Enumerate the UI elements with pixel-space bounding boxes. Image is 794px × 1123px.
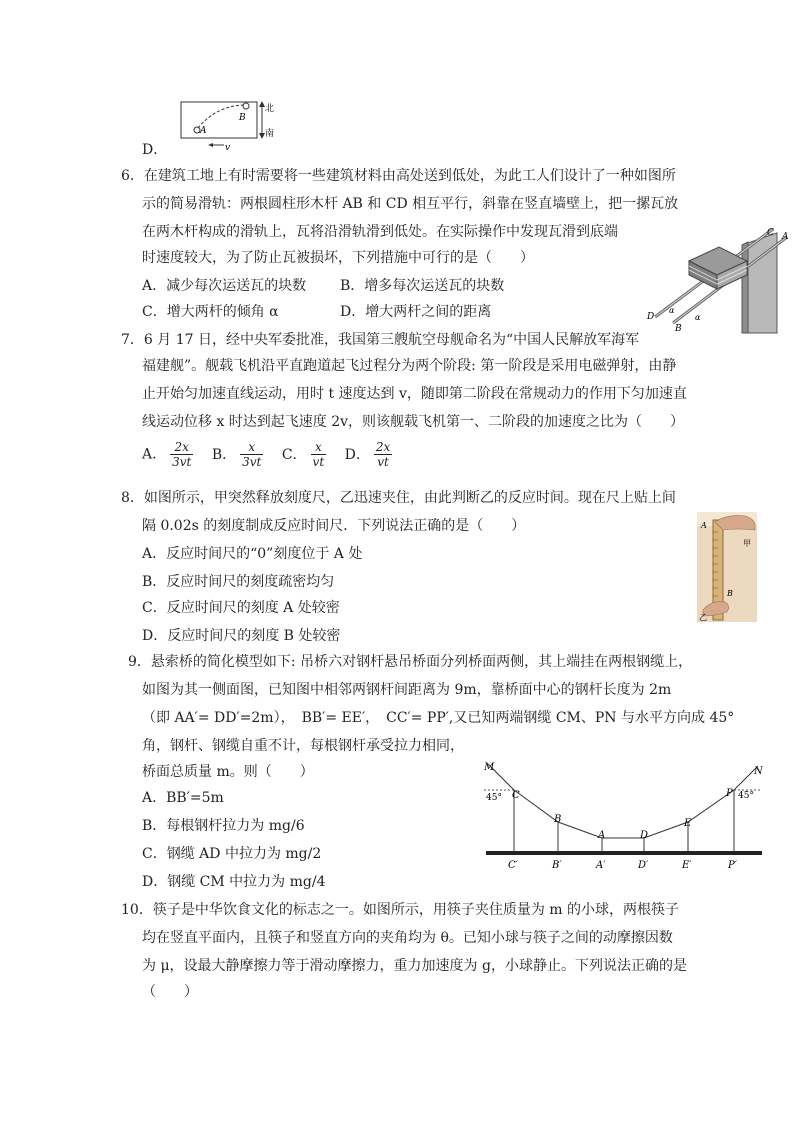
rail-c-label: C [767, 228, 774, 238]
q9-line-3: （即 AA′= DD′=2m）， BB′= EE′， CC′= PP′,又已知两端钢缆 CM、PN 与水平方向成 45° [142, 710, 735, 726]
q7-option-d-fraction [374, 440, 392, 469]
bridge-e1-label: E′ [682, 860, 692, 871]
q8-line-2: 隔 0.02s 的刻度制成反应时间尺．下列说法正确的是（ ） [142, 518, 526, 534]
rail-alpha-1-label: α [669, 306, 675, 315]
ruler-yi-label: 乙 [699, 613, 707, 622]
bridge-p-label: P [726, 788, 733, 799]
q10-line-1: 10．筷子是中华饮食文化的标志之一。如图所示，用筷子夹住质量为 m 的小球，两根筷子 [121, 902, 679, 918]
ruler-b-label: B [727, 589, 733, 598]
q9-line-1: 9．悬索桥的简化模型如下: 吊桥六对钢杆悬吊桥面分列桥面两侧，其上端挂在两根钢缆上， [128, 654, 693, 670]
bridge-c1-label: C′ [508, 860, 518, 871]
q7-line-3: 止开始匀加速直线运动，用时 t 速度达到 v，随即第二阶段在常规动力的作用下匀加速直 [142, 386, 687, 402]
q10-line-4: （ ） [142, 984, 198, 1000]
q7-line-1: 7．6 月 17 日，经中央军委批准，我国第三艘航空母舰命名为“中国人民解放军海军 [121, 332, 640, 348]
bridge-b1-label: B′ [552, 860, 562, 871]
rail-d-label: D [647, 312, 655, 322]
q9-option-b: B．每根钢杆拉力为 mg/6 [142, 818, 305, 834]
velocity-label: v [225, 143, 231, 153]
ruler-jia-label: 甲 [743, 539, 751, 548]
q8-option-b: B．反应时间尺的刻度疏密均匀 [142, 574, 335, 590]
q6-option-a: A．减少每次运送瓦的块数 [142, 278, 307, 294]
rail-a-label: A [782, 232, 789, 242]
ruler-a-label: A [701, 521, 707, 530]
q6-option-c: C．增大两杆的倾角 α [142, 304, 279, 320]
bridge-n-label: N [754, 766, 763, 777]
bridge-e-label: E [684, 818, 692, 829]
q7-option-a-fraction [170, 440, 193, 469]
bridge-a-label: A [598, 830, 606, 841]
point-b-label: B [239, 113, 246, 123]
bridge-d-label: D [640, 830, 649, 841]
q8-option-d: D．反应时间尺的刻度 B 处较密 [142, 628, 341, 644]
q9-line-2: 如图为其一侧面图，已知图中相邻两钢杆间距离为 9m，靠桥面中心的钢杆长度为 2m [142, 682, 672, 698]
suspension-bridge-diagram [482, 758, 764, 874]
q7-option-c-den: vt [312, 455, 325, 469]
bridge-b-label: B [554, 814, 562, 825]
q7-option-b-fraction [240, 440, 263, 469]
q5-option-d: D． [142, 142, 168, 158]
q7-option-c-num: x [314, 440, 322, 454]
q6-option-d: D．增大两杆之间的距离 [340, 304, 492, 320]
q7-option-d-num: 2x [375, 440, 391, 454]
q9-line-5: 桥面总质量 m。则（ ） [142, 764, 314, 780]
q7-option-b-den: 3vt [242, 455, 262, 469]
bridge-c-label: C [512, 790, 520, 801]
bridge-angle-left: 45° [486, 793, 502, 803]
q7-line-4: 线运动位移 x 时达到起飞速度 2v，则该舰载飞机第一、二阶段的加速度之比为（ ） [142, 414, 685, 430]
q6-line-1: 6．在建筑工地上有时需要将一些建筑材料由高处送到低处，为此工人们设计了一种如图所 [121, 168, 676, 184]
q7-option-a-label: A． [142, 446, 167, 463]
q6-line-2: 示的简易滑轨：两根圆柱形木杆 AB 和 CD 相互平行，斜靠在竖直墙壁上，把一摞瓦放 [142, 196, 679, 212]
q6-line-4: 时速度较大，为了防止瓦被损坏，下列措施中可行的是（ ） [142, 250, 534, 266]
bridge-angle-right: 45° [738, 791, 754, 801]
reaction-ruler-photo [697, 512, 757, 622]
q10-line-3: 为 μ，设最大静摩擦力等于滑动摩擦力，重力加速度为 g，小球静止。下列说法正确的是 [142, 958, 687, 974]
point-a-label: A [200, 126, 207, 136]
q7-option-c-label: C． [281, 446, 307, 463]
q7-option-a-den: 3vt [172, 455, 192, 469]
q9-line-4: 角，钢杆、钢缆自重不计，每根钢杆承受拉力相同， [142, 738, 464, 754]
north-south-figure [176, 98, 276, 156]
q7-option-b-num: x [248, 440, 256, 454]
q7-option-d-den: vt [374, 454, 392, 469]
q9-option-a: A．BB′=5m [142, 790, 224, 806]
bridge-p1-label: P′ [728, 860, 737, 871]
slide-rail-figure [645, 225, 790, 337]
south-label: 南 [265, 129, 275, 139]
north-label: 北 [265, 104, 275, 114]
q9-option-c: C．钢缆 AD 中拉力为 mg/2 [142, 846, 322, 862]
q10-line-2: 均在竖直平面内，且筷子和竖直方向的夹角均为 θ。已知小球与筷子之间的动摩擦因数 [142, 930, 673, 946]
q7-option-d-label: D． [344, 446, 370, 463]
q8-option-a: A．反应时间尺的“0”刻度位于 A 处 [142, 546, 363, 562]
bridge-m-label: M [484, 762, 495, 773]
q8-option-c: C．反应时间尺的刻度 A 处较密 [142, 600, 340, 616]
q7-option-b-label: B． [211, 446, 237, 463]
rail-b-label: B [675, 324, 682, 334]
q8-line-1: 8．如图所示，甲突然释放刻度尺，乙迅速夹住，由此判断乙的反应时间。现在尺上贴上间 [121, 490, 676, 506]
q7-option-a-num: 2x [174, 440, 189, 454]
q7-option-c-fraction [311, 440, 327, 469]
bridge-d1-label: D′ [638, 860, 649, 871]
q6-option-b: B．增多每次运送瓦的块数 [340, 278, 505, 294]
bridge-a1-label: A′ [596, 860, 606, 871]
q7-options [142, 440, 396, 469]
q7-line-2: 福建舰”。舰载飞机沿平直跑道起飞过程分为两个阶段: 第一阶段是采用电磁弹射，由静 [142, 358, 677, 374]
q9-option-d: D．钢缆 CM 中拉力为 mg/4 [142, 874, 326, 890]
q6-line-3: 在两木杆构成的滑轨上，瓦将沿滑轨滑到低处。在实际操作中发现瓦滑到底端 [142, 224, 618, 240]
rail-alpha-2-label: α [695, 313, 701, 322]
